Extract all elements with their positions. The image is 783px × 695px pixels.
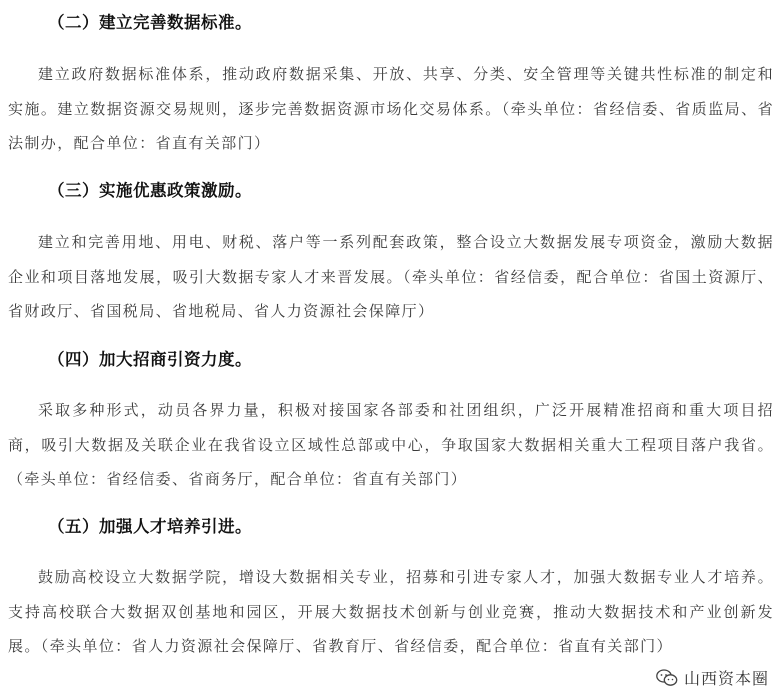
- watermark: [654, 664, 773, 691]
- wechat-icon: [656, 669, 678, 687]
- section-heading-2: （二）建立完善数据标准。: [48, 13, 252, 32]
- watermark-text: 山西资本圈: [683, 669, 769, 688]
- section-body-2: 建立政府数据标准体系，推动政府数据采集、开放、共享、分类、安全管理等关键共性标准的制定和实施。建立数据资源交易规则，逐步完善数据资源市场化交易体系。（牵头单位：省经信委、省质监局、省法制办，配合单位：省直有关部门）: [8, 65, 774, 152]
- section-heading-5: （五）加强人才培养引进。: [48, 517, 252, 536]
- section-heading-4: （四）加大招商引资力度。: [48, 350, 252, 369]
- section-body-5: 鼓励高校设立大数据学院，增设大数据相关专业，招募和引进专家人才，加强大数据专业人才培养。支持高校联合大数据双创基地和园区，开展大数据技术创新与创业竞赛，推动大数据技术和产业创新发展。（牵头单位：省人力资源社会保障厅、省教育厅、省经信委，配合单位：省直有关部门）: [8, 568, 774, 655]
- section-body-4: 采取多种形式，动员各界力量，积极对接国家各部委和社团组织，广泛开展精准招商和重大项目招商，吸引大数据及关联企业在我省设立区域性总部或中心，争取国家大数据相关重大工程项目落户我省。（牵头单位：省经信委、省商务厅，配合单位：省直有关部门）: [8, 401, 774, 488]
- section-heading-3: （三）实施优惠政策激励。: [48, 181, 252, 200]
- section-body-3: 建立和完善用地、用电、财税、落户等一系列配套政策，整合设立大数据发展专项资金，激励大数据企业和项目落地发展，吸引大数据专家人才来晋发展。（牵头单位：省经信委，配合单位：省国土资源厅、省财政厅、省国税局、省地税局、省人力资源社会保障厅）: [8, 233, 774, 320]
